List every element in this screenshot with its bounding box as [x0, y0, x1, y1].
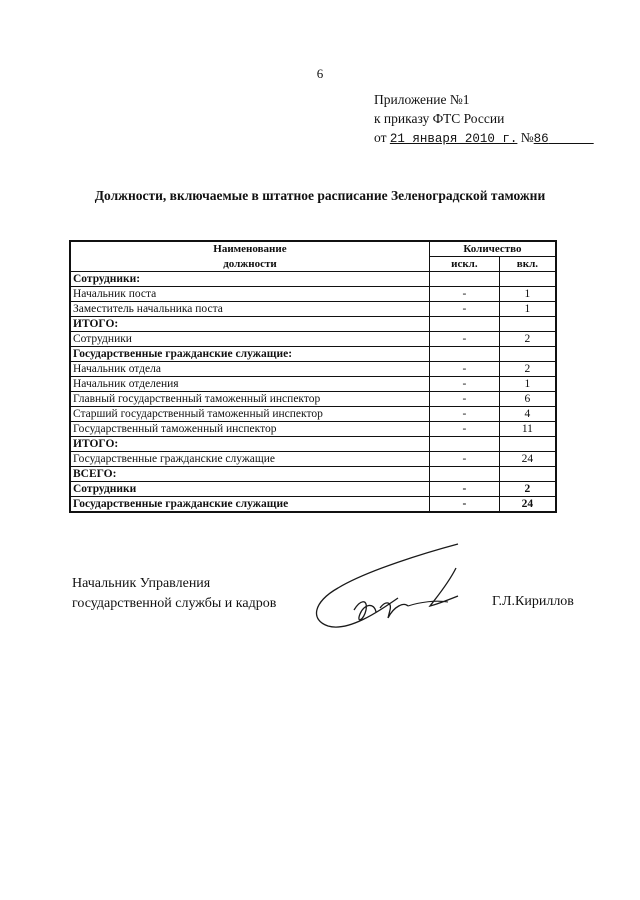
included-count-cell: 1: [499, 377, 556, 392]
included-count-cell: [499, 317, 556, 332]
excluded-count-cell: -: [429, 452, 499, 467]
appendix-line-1: Приложение №1: [374, 92, 470, 107]
position-name-cell: Сотрудники: [70, 332, 429, 347]
positions-table: [69, 240, 557, 513]
position-name-cell: ВСЕГО:: [70, 467, 429, 482]
table-row: [70, 452, 556, 467]
position-name-cell: Государственные гражданские служащие: [70, 452, 429, 467]
position-name-cell: ИТОГО:: [70, 437, 429, 452]
position-name-cell: Сотрудники:: [70, 272, 429, 287]
included-count-cell: 1: [499, 302, 556, 317]
included-count-cell: 11: [499, 422, 556, 437]
position-name-cell: Государственный таможенный инспектор: [70, 422, 429, 437]
order-number-prefix: №: [520, 130, 534, 145]
included-count-cell: 2: [499, 482, 556, 497]
table-row: [70, 497, 556, 513]
header-name-line2: должности: [70, 257, 429, 272]
excluded-count-cell: -: [429, 302, 499, 317]
included-count-cell: 24: [499, 452, 556, 467]
header-quantity: Количество: [429, 241, 556, 257]
position-name-cell: Заместитель начальника поста: [70, 302, 429, 317]
position-name-cell: Государственные гражданские служащие:: [70, 347, 429, 362]
included-count-cell: 24: [499, 497, 556, 513]
table-header-row-1: [70, 241, 556, 257]
position-name-cell: Сотрудники: [70, 482, 429, 497]
document-title: Должности, включаемые в штатное расписание Зеленоградской таможни: [94, 188, 546, 203]
position-name-cell: Начальник отделения: [70, 377, 429, 392]
appendix-from-prefix: от: [374, 130, 387, 145]
excluded-count-cell: [429, 467, 499, 482]
position-name-cell: Главный государственный таможенный инспектор: [70, 392, 429, 407]
table-row: [70, 347, 556, 362]
included-count-cell: [499, 347, 556, 362]
appendix-line-3: [374, 128, 594, 149]
signer-position-line-2: государственной службы и кадров: [72, 596, 277, 611]
signer-name: Г.Л.Кириллов: [492, 594, 574, 609]
handwritten-signature: [308, 540, 478, 640]
excluded-count-cell: [429, 272, 499, 287]
position-name-cell: Начальник отдела: [70, 362, 429, 377]
position-name-cell: Государственные гражданские служащие: [70, 497, 429, 513]
signer-position-line-1: Начальник Управления: [72, 576, 211, 591]
included-count-cell: 6: [499, 392, 556, 407]
order-date: 21 января 2010 г.: [389, 132, 518, 146]
included-count-cell: 2: [499, 332, 556, 347]
table-row: [70, 392, 556, 407]
table-row: [70, 437, 556, 452]
excluded-count-cell: [429, 317, 499, 332]
table-row: [70, 332, 556, 347]
included-count-cell: [499, 467, 556, 482]
header-excl: искл.: [429, 257, 499, 272]
table-header-row-2: [70, 257, 556, 272]
position-name-cell: Старший государственный таможенный инспектор: [70, 407, 429, 422]
included-count-cell: [499, 437, 556, 452]
table-row: [70, 377, 556, 392]
excluded-count-cell: -: [429, 287, 499, 302]
excluded-count-cell: -: [429, 482, 499, 497]
page-number: 6: [316, 66, 324, 81]
included-count-cell: 2: [499, 362, 556, 377]
table-row: [70, 302, 556, 317]
table-row: [70, 272, 556, 287]
included-count-cell: [499, 272, 556, 287]
excluded-count-cell: [429, 347, 499, 362]
table-row: [70, 287, 556, 302]
appendix-block: [374, 90, 594, 149]
included-count-cell: 4: [499, 407, 556, 422]
included-count-cell: 1: [499, 287, 556, 302]
position-name-cell: Начальник поста: [70, 287, 429, 302]
header-incl: вкл.: [499, 257, 556, 272]
excluded-count-cell: -: [429, 377, 499, 392]
order-number: 86: [533, 132, 549, 146]
excluded-count-cell: -: [429, 362, 499, 377]
table-row: [70, 422, 556, 437]
table-row: [70, 467, 556, 482]
excluded-count-cell: -: [429, 422, 499, 437]
excluded-count-cell: [429, 437, 499, 452]
signer-position: [72, 574, 276, 614]
excluded-count-cell: -: [429, 332, 499, 347]
excluded-count-cell: -: [429, 407, 499, 422]
table-row: [70, 362, 556, 377]
table-row: [70, 407, 556, 422]
excluded-count-cell: -: [429, 497, 499, 513]
excluded-count-cell: -: [429, 392, 499, 407]
table-row: [70, 317, 556, 332]
appendix-line-2: к приказу ФТС России: [374, 111, 505, 126]
table-row: [70, 482, 556, 497]
position-name-cell: ИТОГО:: [70, 317, 429, 332]
header-name-line1: Наименование: [70, 241, 429, 257]
table-body: [70, 272, 556, 513]
